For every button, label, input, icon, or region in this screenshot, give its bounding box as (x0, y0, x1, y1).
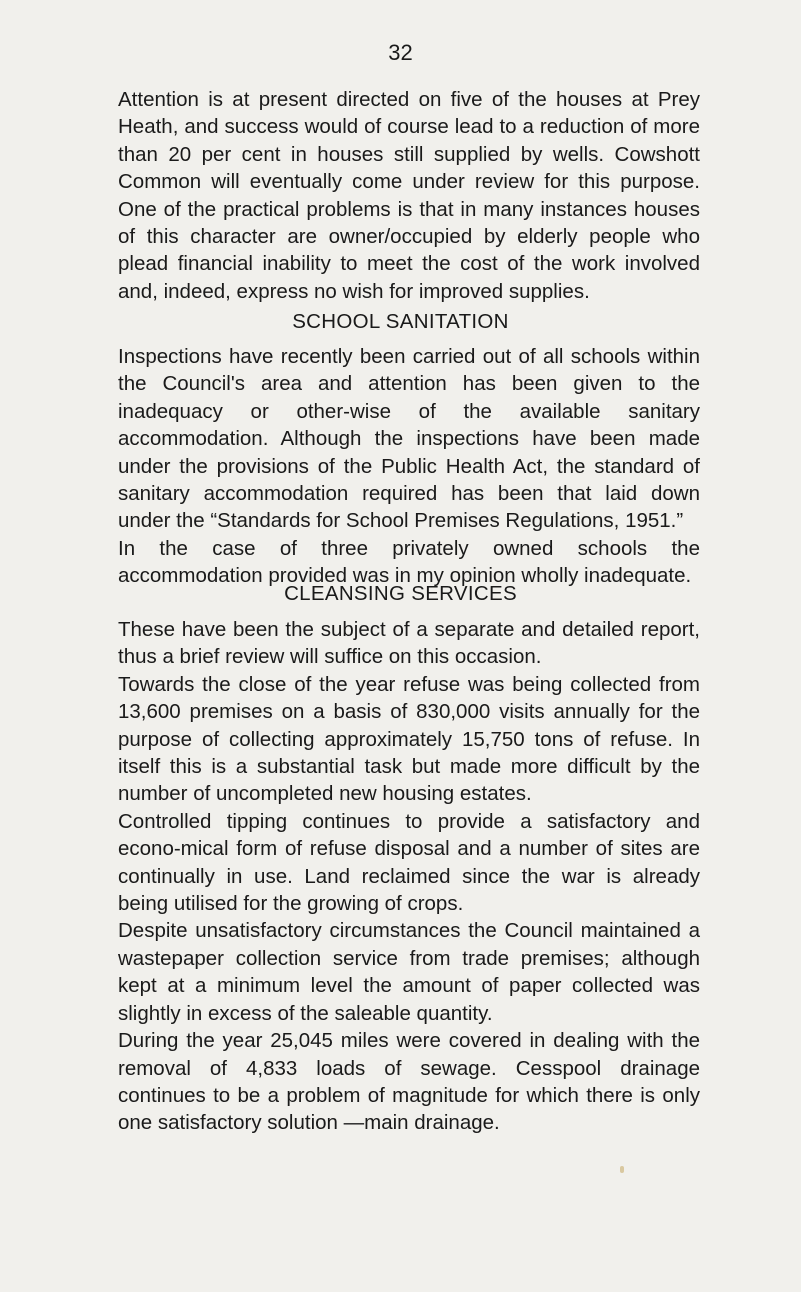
intro-paragraph: Attention is at present directed on five of the houses at Prey Heath, and success would of course lead to a reduction of more than 20 per cent in houses still supplied by wells. Cowshott Common will eventually come under review for this purpose. One of the practical problems is that in many instances houses of this character are owner/occupied by elderly people who plead financial inability to meet the cost of the work involved and, indeed, express no wish for improved supplies. (118, 88, 700, 303)
cleansing-services-paragraph-5: During the year 25,045 miles were covered in dealing with the removal of 4,833 loads of sewage. Cesspool drainage continues to be a problem of magnitude for which there is only one satisfactory solution —main drainage. (118, 1029, 700, 1135)
intro-section (118, 86, 700, 305)
page-number: 32 (388, 40, 413, 65)
cleansing-services-paragraph-4: Despite unsatisfactory circumstances the Council maintained a wastepaper collection service from trade premises; although kept at a minimum level the amount of paper collected was slightly in excess of the saleable quantity. (118, 919, 700, 1025)
cleansing-services-paragraph-3: Controlled tipping continues to provide a satisfactory and econo-mical form of refuse disposal and a number of sites are continually in use. Land reclaimed since the war is already being utilised for the growing of crops. (118, 809, 700, 916)
cleansing-services-paragraph-1: These have been the subject of a separate and detailed report, thus a brief review will suffice on this occasion. (118, 618, 700, 669)
school-sanitation-heading: SCHOOL SANITATION (292, 310, 509, 333)
cleansing-services-section (118, 616, 700, 1137)
cleansing-services-heading: CLEANSING SERVICES (284, 582, 517, 605)
school-sanitation-section (118, 343, 700, 590)
school-sanitation-paragraph-1: Inspections have recently been carried out of all schools within the Council's area and attention has been given to the inadequacy or other-wise of the available sanitary accommodation. Although the inspections have been made under the provisions of the Public Health Act, the standard of sanitary accommodation required has been that laid down under the “Standards for School Premises Regulations, 1951.” (118, 345, 700, 533)
paper-speck (620, 1166, 624, 1173)
school-sanitation-paragraph-2: In the case of three privately owned schools the accommodation provided was in my opinion wholly inadequate. (118, 536, 700, 588)
cleansing-services-paragraph-2: Towards the close of the year refuse was being collected from 13,600 premises on a basis of 830,000 visits annually for the purpose of collecting approximately 15,750 tons of refuse. In itself this is a substantial task but made more difficult by the number of uncompleted new housing estates. (118, 672, 700, 806)
